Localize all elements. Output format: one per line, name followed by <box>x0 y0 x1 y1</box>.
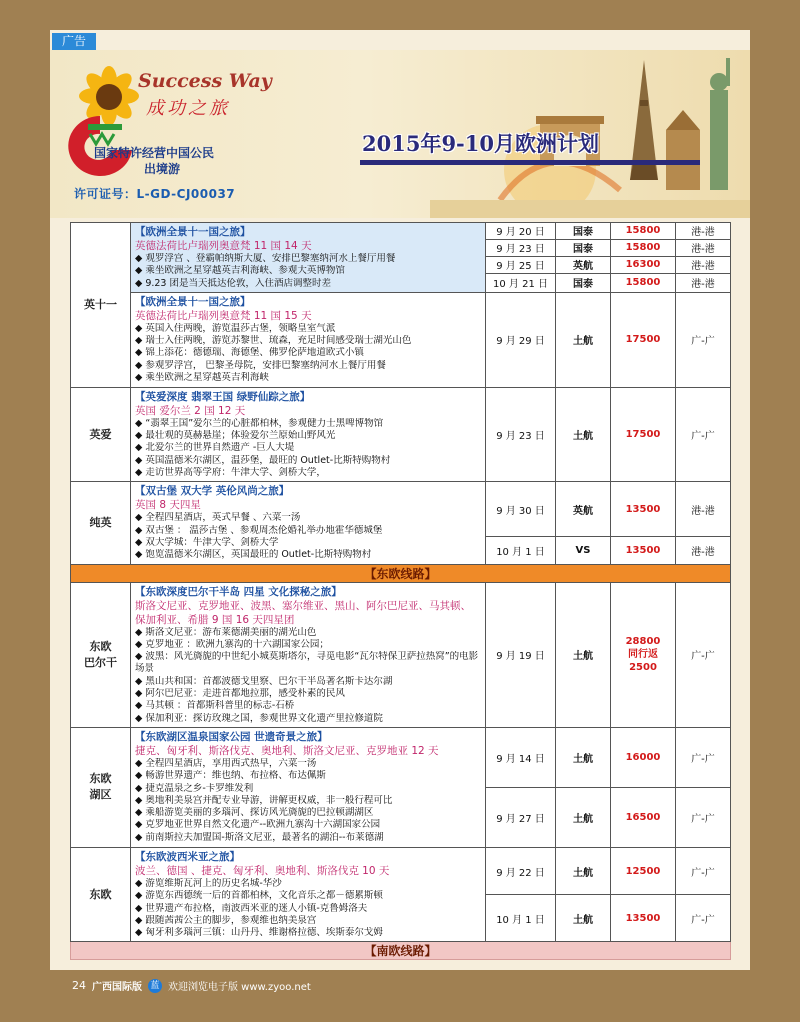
tour-route: 英德法荷比卢瑞列奥意梵 11 国 14 天 <box>135 240 312 252</box>
tour-title: 【双古堡 双大学 英伦风尚之旅】 <box>135 485 290 498</box>
diamond-bullet-icon: ◆ <box>135 265 143 277</box>
airline: 土航 <box>556 895 611 942</box>
table-row <box>71 292 731 387</box>
price: 13500 <box>611 895 676 942</box>
table-row <box>71 387 731 481</box>
blue-badge-icon: 蓝 <box>148 979 162 993</box>
website-text: 欢迎浏览电子版 www.zyoo.net <box>168 982 311 993</box>
price-value: 28800 同行返 2500 <box>625 636 661 674</box>
route: 港-港 <box>676 239 731 256</box>
company-line1: 国家特许经营中国公民 <box>94 146 215 160</box>
price: 15800 <box>611 223 676 240</box>
tour-description: 【英爱深度 翡翠王国 绿野仙踪之旅】 英国 爱尔兰 2 国 12 天 ◆ “翡翠王国”爱尔兰的心脏都柏林，参观健力士黑啤博物馆 ◆ 最壮观的莫赫悬崖；体验爱尔兰原始山野风光 ◆ 北爱尔兰的世界自然遗产 -巨人大堤 ◆ 英国温德米尔湖区，温莎堡，最旺的 Outlet-比斯特购物村 ◆ 走访世界高等学府：牛津大学、剑桥大学， <box>131 387 486 481</box>
section-header-east: 【东欧线路】 <box>71 564 731 582</box>
route: 广-广 <box>676 582 731 727</box>
airline: 土航 <box>556 727 611 787</box>
diamond-bullet-icon: ◆ <box>135 651 143 663</box>
departure-date: 9 月 23 日 <box>486 239 556 256</box>
airline: 国泰 <box>556 273 611 292</box>
route: 港-港 <box>676 223 731 240</box>
category-label: 东欧 湖区 <box>89 772 112 802</box>
plan-title: 2015年9-10月欧洲计划 <box>362 131 599 156</box>
price: 13500 <box>611 482 676 537</box>
diamond-bullet-icon: ◆ <box>135 372 143 384</box>
diamond-bullet-icon: ◆ <box>135 322 143 334</box>
tour-route: 英国 爱尔兰 2 国 12 天 <box>135 404 246 417</box>
diamond-bullet-icon: ◆ <box>135 757 143 769</box>
tour-route: 捷克、匈牙利、斯洛伐克、奥地利、斯洛文尼亚、克罗地亚 12 天 <box>135 744 439 757</box>
diamond-bullet-icon: ◆ <box>135 819 143 831</box>
diamond-bullet-icon: ◆ <box>135 417 143 429</box>
table-row <box>71 847 731 894</box>
tour-title: 【欧洲全景十一国之旅】 <box>135 226 251 238</box>
diamond-bullet-icon: ◆ <box>135 430 143 442</box>
tour-route: 英国 8 天四星 <box>135 499 201 512</box>
departure-date: 9 月 29 日 <box>486 292 556 387</box>
departure-date: 10 月 1 日 <box>486 537 556 564</box>
diamond-bullet-icon: ◆ <box>135 794 143 806</box>
price: 15800 <box>611 239 676 256</box>
tour-description: 【欧洲全景十一国之旅】 英德法荷比卢瑞列奥意梵 11 国 15 天 ◆ 英国入住两晚，游览温莎古堡，领略皇室气派 ◆ 瑞士入住两晚，游览苏黎世、琉森，充足时间感受瑞士湖光山色 ◆ 锦上添花：德德瑞、海德堡、佛罗伦萨地道欧式小镇 ◆ 参观罗浮宫， 巴黎圣母院，安排巴黎塞纳河水上餐厅用餐 ◆ 乘坐欧洲之星穿越英吉利海峡 <box>131 292 486 387</box>
airline: 土航 <box>556 847 611 894</box>
airline: 土航 <box>556 582 611 727</box>
tour-title: 【英爱深度 翡翠王国 绿野仙踪之旅】 <box>135 390 311 403</box>
departure-date: 9 月 14 日 <box>486 727 556 787</box>
airline: 英航 <box>556 256 611 273</box>
departure-date: 9 月 23 日 <box>486 387 556 481</box>
table-row <box>71 582 731 727</box>
price: 17500 <box>611 387 676 481</box>
departure-date: 9 月 27 日 <box>486 787 556 847</box>
page-number: 24 <box>72 979 86 992</box>
diamond-bullet-icon: ◆ <box>135 807 143 819</box>
diamond-bullet-icon: ◆ <box>135 626 143 638</box>
route: 港-港 <box>676 537 731 564</box>
departure-date: 9 月 19 日 <box>486 582 556 727</box>
route: 广-广 <box>676 895 731 942</box>
route: 港-港 <box>676 273 731 292</box>
diamond-bullet-icon: ◆ <box>135 770 143 782</box>
tour-description: 【双古堡 双大学 英伦风尚之旅】 英国 8 天四星 ◆ 全程四星酒店，英式早餐 、六菜一汤 ◆ 双古堡 ： 温莎古堡 、参观周杰伦婚礼举办地霍华德城堡 ◆ 双大学城：牛津大学、剑桥大学 ◆ 饱览温德米尔湖区，英国最旺的 Outlet-比斯特购物村 <box>131 482 486 564</box>
departure-date: 10 月 1 日 <box>486 895 556 942</box>
diamond-bullet-icon: ◆ <box>135 675 143 687</box>
price: 13500 <box>611 537 676 564</box>
departure-date: 9 月 22 日 <box>486 847 556 894</box>
airline: 国泰 <box>556 223 611 240</box>
diamond-bullet-icon: ◆ <box>135 700 143 712</box>
route: 港-港 <box>676 256 731 273</box>
airline: 土航 <box>556 787 611 847</box>
table-row <box>71 223 731 240</box>
diamond-bullet-icon: ◆ <box>135 638 143 650</box>
category-label: 东欧 巴尔干 <box>84 639 117 669</box>
tour-route: 英德法荷比卢瑞列奥意梵 11 国 15 天 <box>135 309 312 322</box>
route: 广-广 <box>676 727 731 787</box>
route: 广-广 <box>676 387 731 481</box>
tour-plan-table <box>70 222 731 960</box>
ad-tag: 广告 <box>52 33 96 50</box>
tour-description: 【欧洲全景十一国之旅】 英德法荷比卢瑞列奥意梵 11 国 14 天 ◆ 观罗浮宫 、登霸帕纳斯大厦、安排巴黎塞纳河水上餐厅用餐 ◆ 乘坐欧洲之星穿越英吉利海峡、参观大英博物馆 ◆ 9.23 团是当天抵达伦敦，入住酒店调整时差 <box>131 223 486 293</box>
logo-text-cn: 成功之旅 <box>146 98 230 119</box>
tour-description: 【东欧湖区温泉国家公园 世遗奇景之旅】 捷克、匈牙利、斯洛伐克、奥地利、斯洛文尼亚、克罗地亚 12 天 ◆ 全程四星酒店，享用西式热早，六菜一汤 ◆ 畅游世界遗产：维也纳、布拉格、布达佩斯 ◆ 捷克温泉之乡-卡罗维发利 ◆ 奥地利美泉宫并配专业导游，讲解更权威，非一般行程可比 ◆ 乘船游览美丽的多瑙河、探访风光旖旎的巴拉顿湖湖区 ◆ 克罗地亚世界自然文化遗产--欧洲九寨沟十六湖国家公园 ◆ 前南斯拉夫加盟国-斯洛文尼亚，最著名的湖泊--布莱德湖 <box>131 727 486 847</box>
diamond-bullet-icon: ◆ <box>135 253 143 264</box>
company-line2: 出境游 <box>144 162 181 176</box>
tour-route: 波兰、德国 、捷克、匈牙利、奥地利、斯洛伐克 10 天 <box>135 864 390 877</box>
tour-title: 【东欧深度巴尔干半岛 四星 文化探秘之旅】 <box>135 585 342 598</box>
title-underline <box>360 160 700 165</box>
price: 16000 <box>611 727 676 787</box>
airline: 土航 <box>556 387 611 481</box>
diamond-bullet-icon: ◆ <box>135 688 143 700</box>
category-cell <box>71 847 131 941</box>
departure-date: 9 月 20 日 <box>486 223 556 240</box>
diamond-bullet-icon: ◆ <box>135 467 143 479</box>
price <box>611 582 676 727</box>
route: 广-广 <box>676 292 731 387</box>
diamond-bullet-icon: ◆ <box>135 782 143 794</box>
price: 16300 <box>611 256 676 273</box>
price: 12500 <box>611 847 676 894</box>
tour-title: 【东欧波西米亚之旅】 <box>135 850 240 863</box>
diamond-bullet-icon: ◆ <box>135 831 143 843</box>
table-row <box>71 727 731 787</box>
diamond-bullet-icon: ◆ <box>135 914 143 926</box>
category-cell <box>71 727 131 847</box>
magazine-name: 广西国际版 <box>92 982 142 993</box>
diamond-bullet-icon: ◆ <box>135 927 143 939</box>
diamond-bullet-icon: ◆ <box>135 335 143 347</box>
tour-title: 【东欧湖区温泉国家公园 世遗奇景之旅】 <box>135 730 328 743</box>
logo-text-en: Success Way <box>138 70 272 92</box>
route: 广-广 <box>676 847 731 894</box>
departure-date: 10 月 21 日 <box>486 273 556 292</box>
airline: 英航 <box>556 482 611 537</box>
airline: 国泰 <box>556 239 611 256</box>
diamond-bullet-icon: ◆ <box>135 277 143 289</box>
tour-description: 【东欧深度巴尔干半岛 四星 文化探秘之旅】 斯洛文尼亚、克罗地亚、波黑、塞尔维亚、黑山、阿尔巴尼亚、马其顿、保加利亚、希腊 9 国 16 天四星团 ◆ 斯洛文尼亚：游布莱德湖美丽的湖光山色 ◆ 克罗地亚 ：欧洲九寨沟的十六湖国家公园； ◆ 波黑：风光旖旎的中世纪小城莫斯塔尔，寻觅电影“瓦尔特保卫萨拉热窝”的电影场景 ◆ 黑山共和国：首都波德戈里察、巴尔干半岛著名斯卡达尔湖 ◆ 阿尔巴尼亚：走进首都地拉那，感受朴素的民风 ◆ 马其顿 ：首都斯科普里的标志-石桥 ◆ 保加利亚：探访玫瑰之国，参观世界文化遗产里拉修道院 <box>131 582 486 727</box>
category-cell: 纯英 <box>71 482 131 564</box>
diamond-bullet-icon: ◆ <box>135 512 143 524</box>
airline: VS <box>556 537 611 564</box>
diamond-bullet-icon: ◆ <box>135 454 143 466</box>
price: 17500 <box>611 292 676 387</box>
diamond-bullet-icon: ◆ <box>135 524 143 536</box>
table-row <box>71 482 731 537</box>
tour-route: 斯洛文尼亚、克罗地亚、波黑、塞尔维亚、黑山、阿尔巴尼亚、马其顿、保加利亚、希腊 9 国 16 天四星团 <box>135 599 471 626</box>
category-cell <box>71 582 131 727</box>
departure-date: 9 月 25 日 <box>486 256 556 273</box>
tour-description: 【东欧波西米亚之旅】 波兰、德国 、捷克、匈牙利、奥地利、斯洛伐克 10 天 ◆ 游览维斯瓦河上的历史名城-华沙 ◆ 游览东西德统一后的首都柏林，文化音乐之都－德累斯顿 ◆ 世界遗产布拉格，南波西米亚的迷人小镇-克鲁姆洛夫 ◆ 跟随茜茜公主的脚步，参观维也纳美泉宫 ◆ 匈牙利多瑙河三镇：山丹丹、维谢格拉德、埃斯泰尔戈姆 <box>131 847 486 941</box>
page-footer <box>72 978 311 993</box>
tour-title: 【欧洲全景十一国之旅】 <box>135 295 251 308</box>
category-cell: 英爱 <box>71 387 131 481</box>
route: 广-广 <box>676 787 731 847</box>
diamond-bullet-icon: ◆ <box>135 347 143 359</box>
airline: 土航 <box>556 292 611 387</box>
diamond-bullet-icon: ◆ <box>135 877 143 889</box>
route: 港-港 <box>676 482 731 537</box>
category-label: 东欧 <box>89 887 112 901</box>
diamond-bullet-icon: ◆ <box>135 712 143 724</box>
departure-date: 9 月 30 日 <box>486 482 556 537</box>
diamond-bullet-icon: ◆ <box>135 549 143 561</box>
diamond-bullet-icon: ◆ <box>135 536 143 548</box>
section-header-south: 【南欧线路】 <box>71 942 731 960</box>
diamond-bullet-icon: ◆ <box>135 359 143 371</box>
license-number: 许可证号：L-GD-CJ00037 <box>74 187 236 201</box>
category-cell: 英十一 <box>71 223 131 388</box>
diamond-bullet-icon: ◆ <box>135 442 143 454</box>
price: 16500 <box>611 787 676 847</box>
price: 15800 <box>611 273 676 292</box>
diamond-bullet-icon: ◆ <box>135 902 143 914</box>
diamond-bullet-icon: ◆ <box>135 890 143 902</box>
